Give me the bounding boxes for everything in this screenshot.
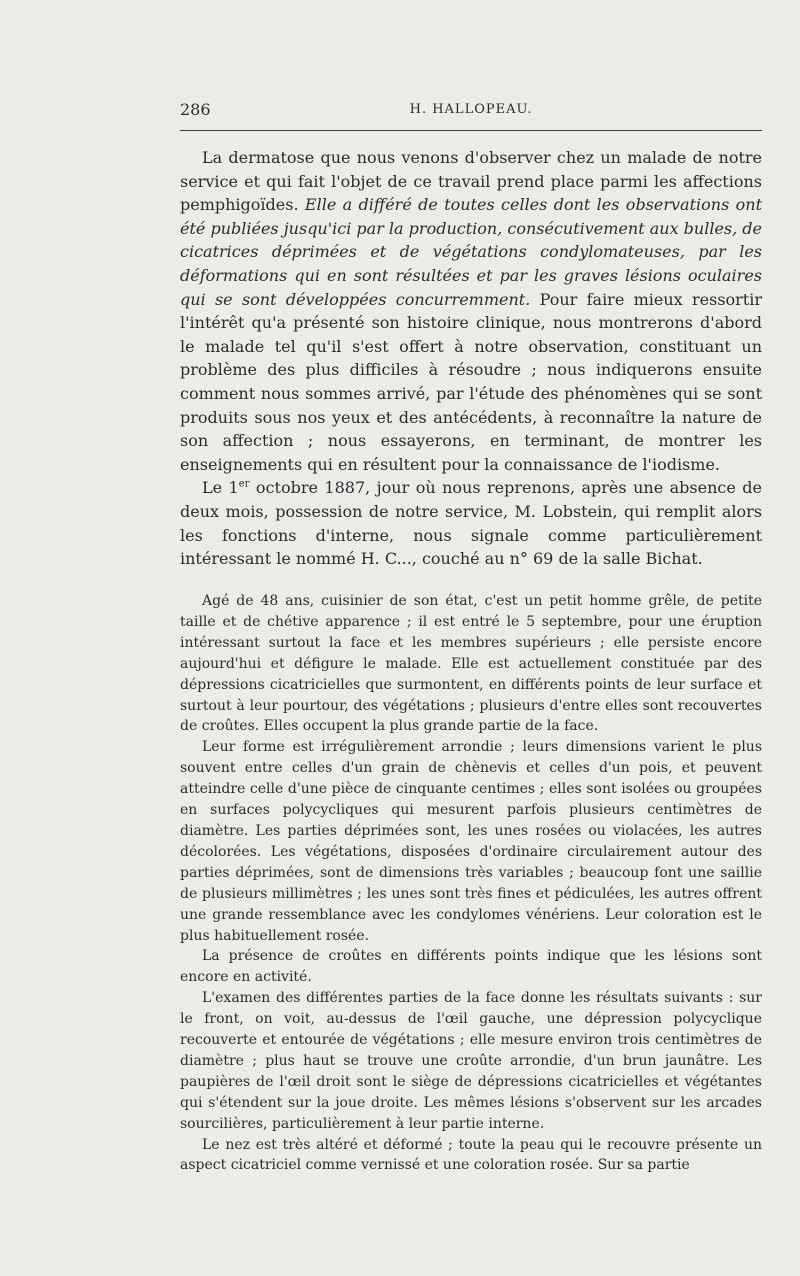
italic-text-run: Elle a différé de toutes celles dont les observations ont été publiées jusqu'ici par la production, consécutivement aux bulles, de cicatrices déprimées et de végétations condylomateuses, par les déformations qui en sont résultées et par les graves lésions oculaires qui se sont développées concurremment.	[180, 195, 763, 309]
paragraph: Le nez est très altéré et déformé ; toute la peau qui le recouvre présente un aspect cicatriciel comme vernissé et une coloration rosée. Sur sa partie	[180, 1136, 762, 1174]
superscript: er	[238, 478, 250, 490]
text-run: Le 1	[202, 478, 239, 498]
header-rule	[180, 130, 762, 131]
paragraph	[180, 146, 762, 476]
paragraph: L'examen des différentes parties de la face donne les résultats suivants : sur le front, on voit, au-dessus de l'œil gauche, une dépression polycyclique recouverte et entourée de végétations ; elle mesure environ trois centimètres de diamètre ; plus haut se trouve une croûte arrondie, d'un brun jaunâtre. Les paupières de l'œil droit sont le siège de dépressions cicatricielles et végétantes qui s'étendent sur la joue droite. Les mêmes lésions s'observent sur les arcades sourcilières, particulièrement à leur partie interne.	[180, 990, 762, 1132]
page-number: 286	[180, 100, 211, 119]
paragraph: Agé de 48 ans, cuisinier de son état, c'est un petit homme grêle, de petite taille et de chétive apparence ; il est entré le 5 septembre, pour une éruption intéressant surtout la face et les membres supérieurs ; elle persiste encore aujourd'hui et défigure le malade. Elle est actuellement constituée par des dépressions cicatricielles que surmontent, en différents points de leur surface et surtout à leur pourtour, des végétations ; plusieurs d'entre elles sont recouvertes de croûtes. Elles occupent la plus grande partie de la face.	[180, 593, 762, 735]
main-text	[180, 146, 762, 571]
paragraph: La présence de croûtes en différents points indique que les lésions sont encore en activité.	[180, 948, 762, 986]
case-notes	[180, 591, 762, 1176]
text-run: Pour faire mieux ressortir l'intérêt qu'a présenté son histoire clinique, nous montrerons d'abord le malade tel qu'il s'est offert à notre observation, constituant un problème des plus difficiles à résoudre ; nous indiquerons ensuite comment nous sommes arrivé, par l'étude des phénomènes qui se sont produits sous nos yeux et des antécédents, à reconnaître la nature de son affection ; nous essayerons, en terminant, de montrer les enseignements qui en résultent pour la connaissance de l'iodisme.	[180, 289, 762, 474]
paragraph: Leur forme est irrégulièrement arrondie ; leurs dimensions varient le plus souvent entre celles d'un grain de chènevis et celles d'un pois, et peuvent atteindre celle d'une pièce de cinquante centimes ; elles sont isolées ou groupées en surfaces polycycliques qui mesurent parfois plusieurs centimètres de diamètre. Les parties déprimées sont, les unes rosées ou violacées, les autres décolorées. Les végétations, disposées d'ordinaire circulairement autour des parties déprimées, sont de dimensions très variables ; beaucoup font une saillie de plusieurs millimètres ; les unes sont très fines et pédiculées, les autres offrent une grande ressemblance avec les condylomes vénériens. Leur coloration est le plus habituellement rosée.	[180, 739, 762, 944]
page-header	[180, 100, 762, 124]
text-run: octobre 1887, jour où nous reprenons, après une absence de deux mois, possession de notre service, M. Lobstein, qui remplit alors les fonctions d'interne, nous signale comme particulièrement intéressant le nommé H. C..., couché au n° 69 de la salle Bichat.	[180, 478, 763, 569]
running-head: H. HALLOPEAU.	[409, 102, 533, 117]
paragraph	[180, 476, 762, 570]
text-run: La dermatose que nous venons d'observer chez un malade de notre service et qui fait l'objet de ce travail prend place parmi les affections pemphigoïdes.	[180, 148, 762, 215]
